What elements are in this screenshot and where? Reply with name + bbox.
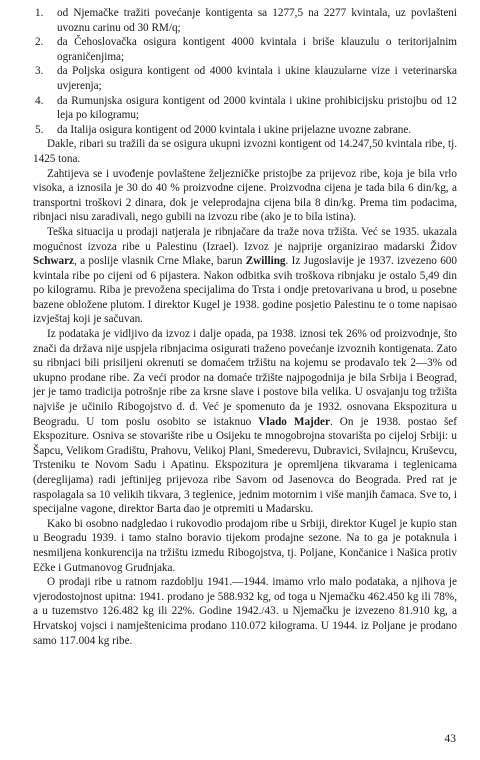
list-item-text: da Italija osigura kontigent od 2000 kvintala i ukine prijelazne uvozne zabrane. [57,123,412,136]
demands-list [33,6,457,137]
list-item-text: da Čehoslovačka osigura kontigent 4000 kvintala i briše klauzulu o teritorijalnim ograničenjima; [57,36,457,63]
paragraph-kugel-belgrade: Kako bi osobno nadgledao i rukovodio prodajom ribe u Srbiji, direktor Kugel je kupio stan u Beogradu 1939. i tamo stalno boravio tijekom prodajne sezone. Na to ga je potaknula i nesmiljena konkurencija na tržištu izmedu Ribogojstva, tj. Poljane, Končanice i Našica protiv Ečke i Gutmanovog Grudnjaka. [33,517,457,574]
list-item [33,64,457,93]
list-item-text: od Njemačke tražiti povećanje kontigenta sa 1277,5 na 2277 kvintala, uz povlašteni uvoznu carinu od 30 RM/q; [57,7,457,34]
person-name-majder: Vlado Majder [258,415,330,428]
page-number: 43 [444,733,456,745]
list-item-number: 5. [35,123,44,136]
paragraph-text: . On je 1938. postao šef Ekspoziture. Osniva se stovarište ribe u Osijeku te mnogobrojna stovarišta po cijeloj Srbiji: u Šapcu, Velikom Gradištu, Prahovu, Velikoj Plani, Smederevu, Dubravici, Svilajncu, Kruševcu, Trsteniku te Novom Sadu i Apatinu. Ekspozitura je opremljena tikvarama i teglenicama (dereglijama) radi jeftinijeg prijevoza ribe Savom od Jasenovca do Beograda. Pred rat je raspolagala sa 10 velikih tikvara, 3 teglenice, jednim motornim i više manjih čamaca. Sve to, i specijalne vagone, direktor Barta dao je otpremiti u Madarsku. [33,415,457,516]
list-item-number: 3. [35,65,44,78]
person-name-schwarz: Schwarz [33,255,75,268]
page-body [33,6,457,648]
list-item-text: da Rumunjska osigura kontigent od 2000 kvintala i ukine prohibicijsku pristojbu od 12 leja po kilogramu; [57,94,457,122]
paragraph-export-total: Dakle, ribari su tražili da se osigura ukupni izvozni kontigent od 14.247,50 kvintala ribe, tj. 1425 tona. [33,138,457,165]
paragraph-text: , a poslije vlasnik Crne Mlake, barun [74,255,246,268]
list-item [33,94,457,123]
list-item [33,123,457,138]
paragraph-text: Teška situacija u prodaji natjerala je ribnjačare da traže nova tržišta. Već se 1935. ukazala mogućnost izvoza ribe u Palestinu (Izrael). Izvoz je najprije organizirao madarski Židov [33,225,457,253]
list-item [33,35,457,64]
list-item-number: 1. [35,7,44,19]
list-item-number: 2. [35,36,44,49]
paragraph-palestine-export [33,225,457,327]
person-name-zwilling: Zwilling [245,255,286,268]
list-item [33,6,457,35]
list-item-text: da Poljska osigura kontigent od 4000 kvintala i ukine klauzularne vize i veterinarska uvjerenja; [57,65,457,92]
paragraph-railway-tariff: Zahtijeva se i uvođenje povlaštene željezničke pristojbe za prijevoz ribe, koja je bila vrlo visoka, a iznosila je 30 do 40 % proizvodne cijene. Proizvodna cijena je tada bila 6 din/kg, a transportni troškovi 2 dinara, dok je veleprodajna cijena bila 8 din/kg. Prema tim podacima, ribnjaci nisu zaradivali, nego gubili na izvozu ribe (ako je to bila istina). [33,167,457,224]
paragraph-text: . Iz Jugoslavije je 1937. izvezeno 600 kvintala ribe po cijeni od 6 pijastera. Nakon odbitka svih troškova ribnjaku je ostalo 5,49 din po kilogramu. Riba je prevožena specijalima do Trsta i ondje pretovarivana u brod, u posebne bazene obložene plutom. I direktor Kugel je 1938. godine posjetio Palestinu te o tome napisao izvještaj koji je sačuvan. [33,255,457,326]
list-item-number: 4. [35,94,44,107]
paragraph-wartime-sales: O prodaji ribe u ratnom razdoblju 1941.—1944. imamo vrlo malo podataka, a njihova je vjerodostojnost upitna: 1941. prodano je 588.932 kg, od toga u Njemačku 462.450 kg ili 78%, a u tuzemstvo 126.482 kg ili 22%. Godine 1942./43. u Njemačku je izvezeno 81.910 kg, a Hrvatskoj vojsci i namještenicima prodano 110.072 kilograma. U 1944. iz Poljane je prodano samo 117.004 kg ribe. [33,576,457,647]
paragraph-domestic-market [33,327,457,517]
paragraph-text: Iz podataka je vidljivo da izvoz i dalje opada, pa 1938. iznosi tek 26% od proizvodnje, što znači da država nije uspjela ribnjacima osigurati traženo povećanje izvoznih kontigenata. Zato su ribnjaci bili prisiljeni okrenuti se domaćem tržištu na kojemu se prodavalo tek 2—3% od ukupno prodane ribe. Za veći prodor na domaće tržište najpogodnija je bila Srbija i Beograd, jer je tamo tradicija potrošnje ribe za krsne slave i postove bila velika. U osvajanju tog tržišta najviše je učinilo Ribogojstvo d. d. Već je spomenuto da je 1932. osnovana Ekspozitura u Beogradu. U tom poslu osobito se istaknuo [33,328,457,428]
